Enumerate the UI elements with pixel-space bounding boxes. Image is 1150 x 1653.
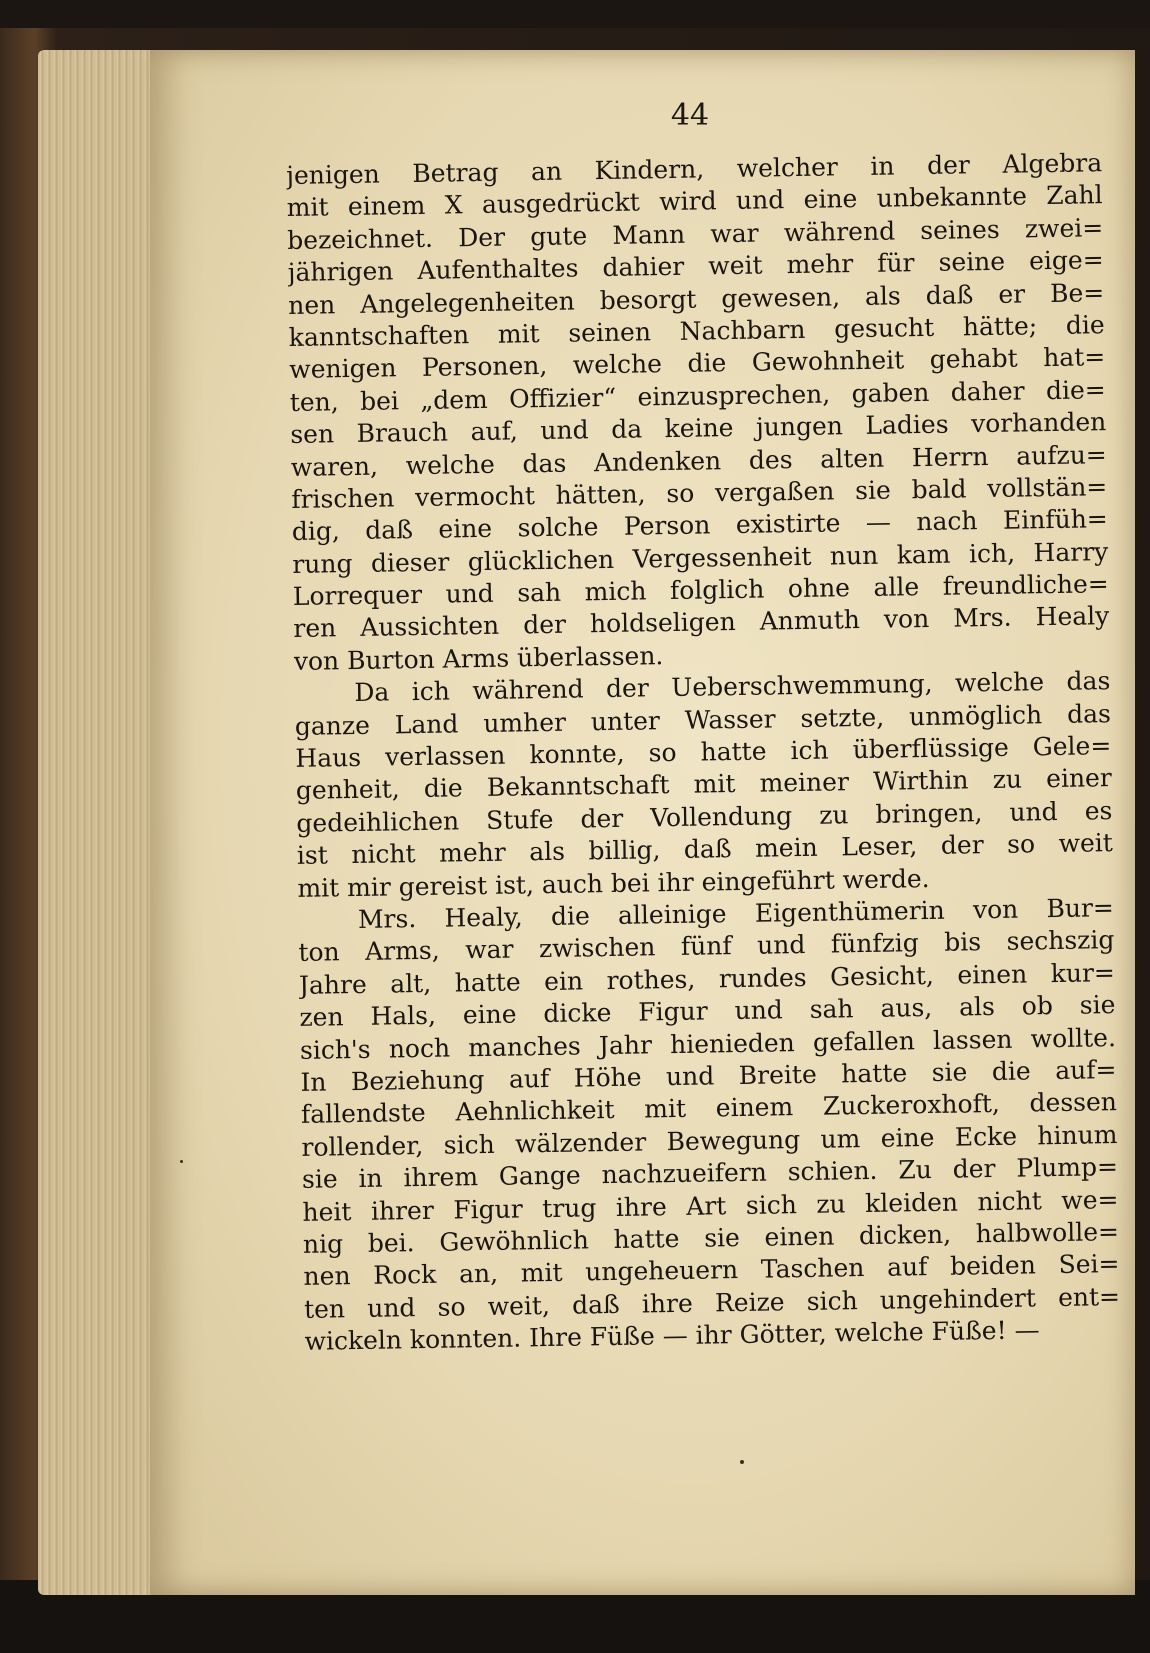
paper-speck [180,1160,183,1163]
text-line: sie in ihrem Gange nachzueifern schien. Zu der Plump= [301,1152,1119,1194]
text-line: Jahre alt, hatte ein rothes, rundes Gesicht, einen kur= [298,957,1116,1000]
text-line: waren, welche das Andenken des alten Herrn aufzu= [290,439,1107,482]
text-line: jenigen Betrag an Kindern, welcher in der Algebra [286,148,1103,190]
text-line: kanntschaften mit seinen Nachbarn gesucht hätte; die [288,310,1105,352]
text-line: mit einem X ausgedrückt wird und eine unbekannte Zahl [286,180,1103,223]
text-line: gedeihlichen Stufe der Vollendung zu bringen, und es [296,795,1113,838]
text-line: ganze Land umher unter Wasser setzte, unmöglich das [294,698,1112,741]
text-line: Lorrequer und sah mich folglich ohne alle freundliche= [292,569,1109,612]
paper-speck [740,1460,744,1464]
text-line: nen Rock an, mit ungeheuern Taschen auf beiden Sei= [303,1249,1120,1292]
text-line: wenigen Personen, welche die Gewohnheit gehabt hat= [289,342,1106,385]
text-line: jährigen Aufenthaltes dahier weit mehr für seine eige= [287,245,1104,288]
text-line: mit mir gereist ist, auch bei ihr eingeführt werde. [297,863,930,903]
text-line: ten, bei „dem Offizier“ einzusprechen, gaben daher die= [289,374,1106,417]
text-line: Da ich während der Ueberschwemmung, welche das [354,666,1111,708]
text-line: genheit, die Bekanntschaft mit meiner Wirthin zu einer [295,763,1113,806]
text-line: rollender, sich wälzender Bewegung um eine Ecke hinum [301,1119,1118,1162]
text-line: bezeichnet. Der gute Mann war während seines zwei= [287,212,1104,255]
text-line: rung dieser glücklichen Vergessenheit nun kam ich, Harry [292,536,1109,579]
page-edges [38,50,168,1595]
text-line: frischen vermocht hätten, so vergaßen sie bald vollstän= [291,472,1108,514]
text-line: nig bei. Gewöhnlich hatte sie einen dicken, halbwolle= [302,1216,1120,1259]
text-line: sen Brauch auf, und da keine jungen Ladies vorhanden [290,407,1107,450]
text-line: wickeln konnten. Ihre Füße — ihr Götter, welche Füße! — [304,1315,1040,1356]
text-line: ist nicht mehr als billig, daß mein Leser, der so weit [296,828,1114,871]
page-number: 44 [670,98,710,133]
text-line: zen Hals, eine dicke Figur und sah aus, als ob sie [299,990,1116,1033]
text-line: von Burton Arms überlassen. [293,640,664,676]
text-line: sich's noch manches Jahr hienieden gefallen lassen wollte. [299,1022,1117,1065]
body-text [286,147,1121,1358]
text-line: ton Arms, war zwischen fünf und fünfzig bis sechszig [298,925,1115,968]
text-line: nen Angelegenheiten besorgt gewesen, als daß er Be= [288,277,1105,320]
text-line: ten und so weit, daß ihre Reize sich ungehindert ent= [303,1281,1121,1324]
text-line: fallendste Aehnlichkeit mit einem Zuckeroxhoft, dessen [300,1087,1118,1130]
text-line: Haus verlassen konnte, so hatte ich überflüssige Gele= [295,731,1112,773]
text-line: heit ihrer Figur trug ihre Art sich zu kleiden nicht we= [302,1184,1119,1227]
text-line: ren Aussichten der holdseligen Anmuth von Mrs. Healy [293,601,1110,644]
text-line: In Beziehung auf Höhe und Breite hatte sie die auf= [300,1055,1117,1097]
text-line: dig, daß eine solche Person existirte — nach Einfüh= [291,504,1108,547]
text-line: Mrs. Healy, die alleinige Eigenthümerin von Bur= [357,893,1115,934]
